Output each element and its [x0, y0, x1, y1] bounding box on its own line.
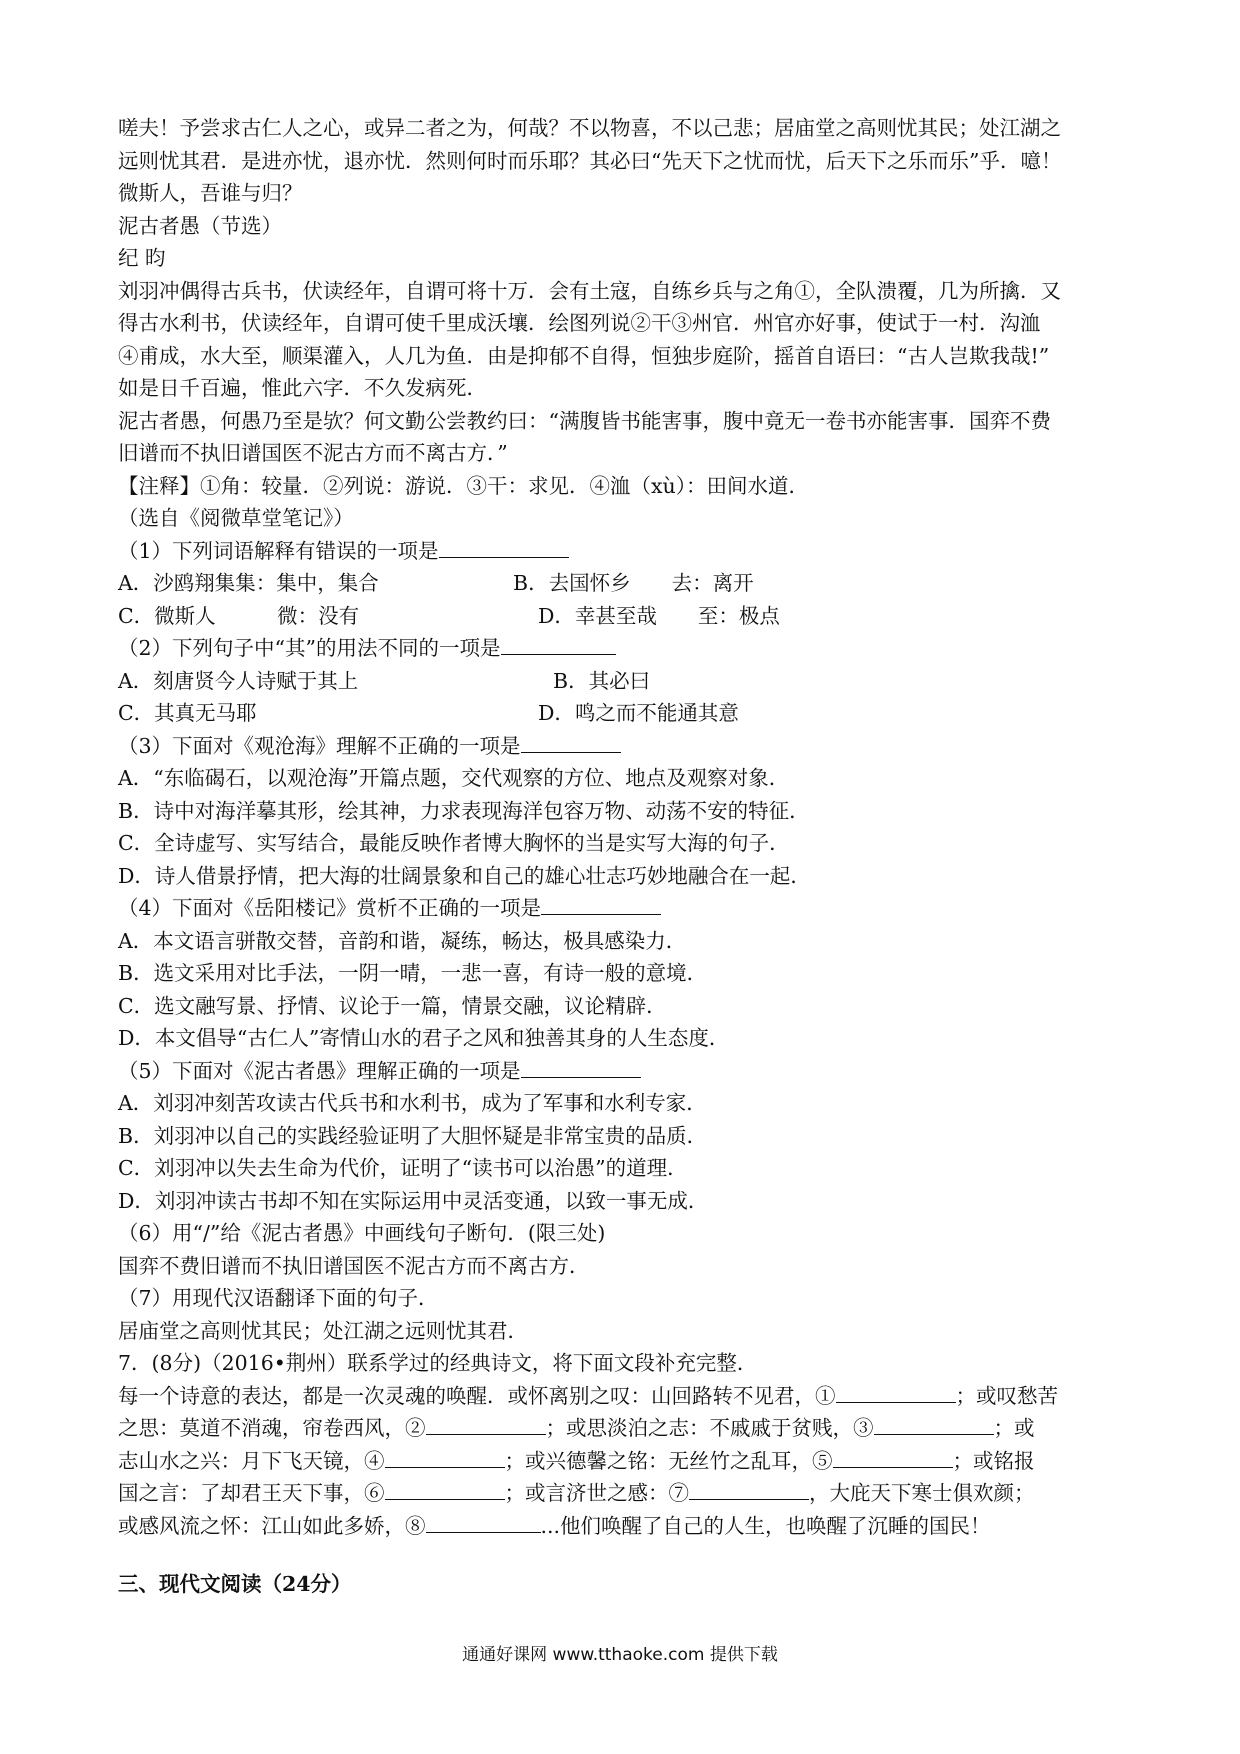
fill-text: 或感风流之怀：江山如此多娇，⑧ — [118, 1513, 426, 1538]
fill-blank-3[interactable] — [874, 1412, 994, 1435]
option-d: D．鸣之而不能通其意 — [538, 701, 739, 725]
question-stem: （2）下列句子中“其”的用法不同的一项是 — [118, 636, 501, 660]
passage-line: 远则忧其君．是进亦忧，退亦忧．然则何时而乐耶？其必曰“先天下之忧而忧，后天下之乐而乐”乎．噫！ — [118, 148, 1062, 173]
option-d: D．诗人借景抒情，把大海的壮阔景象和自己的雄心壮志巧妙地融合在一起． — [118, 863, 811, 888]
question-stem: （4）下面对《岳阳楼记》赏析不正确的一项是 — [118, 896, 542, 920]
option-d: D．幸甚至哉 至：极点 — [538, 603, 780, 628]
fill-blank-1[interactable] — [836, 1380, 956, 1403]
fill-text: ；或兴德馨之铭：无丝竹之乱耳，⑤ — [504, 1448, 833, 1473]
fill-line — [118, 1412, 1128, 1445]
option-b: B．选文采用对比手法，一阴一晴，一悲一喜，有诗一般的意境． — [118, 961, 708, 985]
fill-text: 每一个诗意的表达，都是一次灵魂的唤醒．或怀离别之叹：山回路转不见君，① — [118, 1383, 836, 1408]
fill-text: 志山水之兴：月下飞天镜，④ — [118, 1448, 385, 1473]
option-c: C．刘羽冲以失去生命为代价，证明了“读书可以治愚”的道理． — [118, 1156, 688, 1180]
ngz-note: 【注释】①角：较量．②列说：游说．③干：求见．④洫（xù）：田间水道． — [118, 473, 810, 498]
option-b: B．诗中对海洋摹其形，绘其神，力求表现海洋包容万物、动荡不安的特征． — [118, 798, 810, 823]
ngz-body-line: 刘羽冲偶得古兵书，伏读经年，自谓可将十万．会有土寇，自练乡兵与之角①，全队溃覆，几为所擒．又 — [118, 278, 1061, 303]
fill-text: ；或叹愁苦 — [955, 1383, 1058, 1408]
fill-text: 之思：莫道不消魂，帘卷西风，② — [118, 1416, 426, 1440]
question-stem: （1）下列词语解释有错误的一项是 — [118, 538, 439, 563]
question-7: 7．(8分)（2016•荆州）联系学过的经典诗文，将下面文段补充完整． — [118, 1351, 758, 1375]
fill-blank-6[interactable] — [385, 1477, 505, 1500]
fill-line — [118, 1510, 1128, 1543]
answer-blank[interactable] — [439, 535, 569, 558]
question-stem: （3）下面对《观沧海》理解不正确的一项是 — [118, 733, 521, 758]
option-d: D．本文倡导“古仁人”寄情山水的君子之风和独善其身的人生态度． — [118, 1026, 730, 1050]
fill-text: 国之言：了却君王天下事，⑥ — [118, 1481, 385, 1505]
option-a: A．本文语言骈散交替，音韵和谐，凝练，畅达，极具感染力． — [118, 928, 687, 953]
page-footer: 通通好课网 www.tthaoke.com 提供下载 — [462, 1645, 778, 1665]
fill-line — [118, 1477, 1128, 1510]
fill-text: ；或思淡泊之志：不戚戚于贫贱，③ — [545, 1416, 874, 1440]
answer-blank[interactable] — [501, 632, 616, 655]
fill-line — [118, 1445, 1128, 1478]
passage-line: 微斯人，吾谁与归？ — [118, 181, 303, 205]
option-c: C．选文融写景、抒情、议论于一篇，情景交融，议论精辟． — [118, 993, 667, 1018]
option-row — [118, 567, 1128, 600]
fill-blank-8[interactable] — [426, 1510, 541, 1533]
ngz-source: （选自《阅微草堂笔记》） — [118, 506, 354, 530]
option-b: B．其必曰 — [553, 668, 651, 693]
fill-text: ；或言济世之感：⑦ — [504, 1481, 689, 1505]
fill-line — [118, 1380, 1128, 1413]
ngz-author: 纪 昀 — [118, 246, 166, 270]
option-a: A．沙鸥翔集集：集中，集合 — [118, 571, 379, 595]
question-5 — [118, 1055, 1128, 1088]
option-a: A．“东临碣石，以观沧海”开篇点题，交代观察的方位、地点及观察对象． — [118, 766, 790, 790]
option-a: A．刘羽冲刻苦攻读古代兵书和水利书，成为了军事和水利专家． — [118, 1091, 707, 1115]
fill-text: ；或铭报 — [952, 1448, 1035, 1473]
question-6: （6）用“/”给《泥古者愚》中画线句子断句．(限三处) — [118, 1221, 606, 1245]
question-7-sub: （7）用现代汉语翻译下面的句子． — [118, 1286, 439, 1310]
passage-line: 嗟夫！予尝求古仁人之心，或异二者之为，何哉？不以物喜，不以己悲；居庙堂之高则忧其民；处江湖之 — [118, 116, 1061, 140]
fill-text: ，大庇天下寒士俱欢颜； — [809, 1481, 1035, 1505]
option-c: C．全诗虚写、实写结合，最能反映作者博大胸怀的当是实写大海的句子． — [118, 831, 790, 855]
question-7-sub-text: 居庙堂之高则忧其民；处江湖之远则忧其君． — [118, 1318, 528, 1343]
fill-blank-7[interactable] — [689, 1477, 809, 1500]
page-content — [118, 112, 1128, 1601]
ngz-body-line: ④甫成，水大至，顺渠灌入，人几为鱼．由是抑郁不自得，恒独步庭阶，摇首自语曰：“古人岂欺我哉!” — [118, 343, 1050, 368]
option-b: B．刘羽冲以自己的实践经验证明了大胆怀疑是非常宝贵的品质． — [118, 1123, 708, 1148]
option-row — [118, 600, 1128, 633]
fill-blank-5[interactable] — [833, 1445, 953, 1468]
ngz-body-line: 泥古者愚，何愚乃至是欤？何文勤公尝教约曰：“满腹皆书能害事，腹中竟无一卷书亦能害事．国弈不费 — [118, 408, 1051, 433]
section-heading: 三、现代文阅读（24分） — [118, 1572, 352, 1596]
question-4 — [118, 892, 1128, 925]
option-row — [118, 665, 1128, 698]
option-c: C．其真无马耶 — [118, 701, 257, 725]
fill-text: ；或 — [993, 1416, 1035, 1440]
fill-blank-2[interactable] — [426, 1412, 546, 1435]
ngz-body-line: 旧谱而不执旧谱国医不泥古方而不离古方．” — [118, 441, 508, 465]
ngz-body-line: 如是日千百遍，惟此六字．不久发病死． — [118, 376, 487, 400]
answer-blank[interactable] — [521, 1055, 641, 1078]
option-d: D．刘羽冲读古书却不知在实际运用中灵活变通，以致一事无成． — [118, 1188, 709, 1213]
question-1 — [118, 535, 1128, 568]
question-6-text: 国弈不费旧谱而不执旧谱国医不泥古方而不离古方． — [118, 1253, 590, 1278]
question-2 — [118, 632, 1128, 665]
option-c: C．微斯人 微：没有 — [118, 603, 360, 628]
option-b: B．去国怀乡 去：离开 — [513, 571, 754, 595]
fill-blank-4[interactable] — [385, 1445, 505, 1468]
option-row — [118, 697, 1128, 730]
question-3 — [118, 730, 1128, 763]
answer-blank[interactable] — [521, 730, 621, 753]
answer-blank[interactable] — [541, 892, 661, 915]
fill-text: ...他们唤醒了自己的人生，也唤醒了沉睡的国民！ — [540, 1513, 991, 1538]
option-a: A．刻唐贤今人诗赋于其上 — [118, 668, 359, 693]
ngz-title: 泥古者愚（节选） — [118, 213, 282, 238]
question-stem: （5）下面对《泥古者愚》理解正确的一项是 — [118, 1058, 521, 1083]
ngz-body-line: 得古水利书，伏读经年，自谓可使千里成沃壤．绘图列说②干③州官．州官亦好事，使试于一村．沟洫 — [118, 311, 1041, 335]
